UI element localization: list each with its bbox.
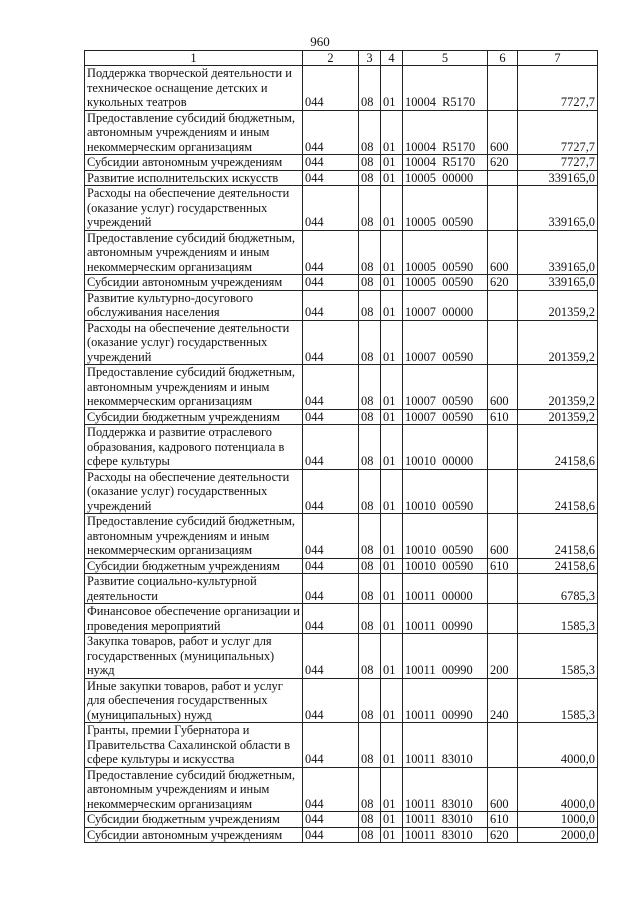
column-header: 7	[518, 51, 598, 66]
ministry-code: 044	[303, 574, 359, 604]
expense-type-code: 620	[488, 827, 518, 843]
section-code: 08	[359, 365, 381, 410]
amount: 24158,6	[518, 469, 598, 514]
table-row	[85, 678, 598, 723]
expense-type-code	[488, 290, 518, 320]
table-row	[85, 170, 598, 186]
expense-type-code	[488, 320, 518, 365]
subsection-code: 01	[381, 155, 403, 171]
target-article-code: 10010 00590	[403, 514, 488, 559]
subsection-code: 01	[381, 365, 403, 410]
column-header: 4	[381, 51, 403, 66]
target-article-code: 10011 00000	[403, 574, 488, 604]
ministry-code: 044	[303, 66, 359, 111]
row-name: Субсидии автономным учреждениям	[85, 275, 303, 291]
column-header: 1	[85, 51, 303, 66]
target-article-code: 10011 00990	[403, 634, 488, 679]
table-row	[85, 365, 598, 410]
ministry-code: 044	[303, 827, 359, 843]
ministry-code: 044	[303, 409, 359, 425]
section-code: 08	[359, 574, 381, 604]
expense-type-code: 600	[488, 110, 518, 155]
page-number: 960	[310, 34, 330, 49]
target-article-code: 10007 00590	[403, 409, 488, 425]
subsection-code: 01	[381, 320, 403, 365]
amount: 24158,6	[518, 425, 598, 470]
expense-type-code	[488, 66, 518, 111]
ministry-code: 044	[303, 634, 359, 679]
ministry-code: 044	[303, 275, 359, 291]
ministry-code: 044	[303, 425, 359, 470]
ministry-code: 044	[303, 186, 359, 231]
subsection-code: 01	[381, 604, 403, 634]
ministry-code: 044	[303, 469, 359, 514]
row-name: Финансовое обеспечение организации и проведения мероприятий	[85, 604, 303, 634]
target-article-code: 10007 00590	[403, 320, 488, 365]
amount: 339165,0	[518, 230, 598, 275]
subsection-code: 01	[381, 409, 403, 425]
expense-type-code	[488, 723, 518, 768]
section-code: 08	[359, 290, 381, 320]
target-article-code: 10010 00590	[403, 558, 488, 574]
subsection-code: 01	[381, 723, 403, 768]
column-header: 6	[488, 51, 518, 66]
amount: 24158,6	[518, 558, 598, 574]
row-name: Поддержка и развитие отраслевого образования, кадрового потенциала в сфере культуры	[85, 425, 303, 470]
subsection-code: 01	[381, 186, 403, 231]
expense-type-code: 600	[488, 230, 518, 275]
subsection-code: 01	[381, 574, 403, 604]
subsection-code: 01	[381, 469, 403, 514]
section-code: 08	[359, 678, 381, 723]
table-row	[85, 723, 598, 768]
subsection-code: 01	[381, 290, 403, 320]
column-header: 5	[403, 51, 488, 66]
section-code: 08	[359, 110, 381, 155]
expense-type-code	[488, 170, 518, 186]
amount: 339165,0	[518, 186, 598, 231]
table-row	[85, 469, 598, 514]
section-code: 08	[359, 320, 381, 365]
row-name: Предоставление субсидий бюджетным, автономным учреждениям и иным некоммерческим организациям	[85, 365, 303, 410]
expense-type-code: 610	[488, 812, 518, 828]
target-article-code: 10004 R5170	[403, 155, 488, 171]
target-article-code: 10011 00990	[403, 604, 488, 634]
section-code: 08	[359, 186, 381, 231]
amount: 201359,2	[518, 290, 598, 320]
table-row	[85, 812, 598, 828]
target-article-code: 10004 R5170	[403, 66, 488, 111]
amount: 339165,0	[518, 275, 598, 291]
row-name: Развитие культурно-досугового обслуживания населения	[85, 290, 303, 320]
target-article-code: 10005 00590	[403, 275, 488, 291]
expense-type-code	[488, 186, 518, 231]
expense-type-code	[488, 604, 518, 634]
subsection-code: 01	[381, 767, 403, 812]
table-row	[85, 230, 598, 275]
expense-type-code: 620	[488, 275, 518, 291]
section-code: 08	[359, 723, 381, 768]
table-row	[85, 320, 598, 365]
row-name: Развитие социально-культурной деятельности	[85, 574, 303, 604]
ministry-code: 044	[303, 230, 359, 275]
budget-table	[84, 50, 598, 843]
amount: 7727,7	[518, 66, 598, 111]
subsection-code: 01	[381, 170, 403, 186]
row-name: Предоставление субсидий бюджетным, автономным учреждениям и иным некоммерческим организациям	[85, 767, 303, 812]
ministry-code: 044	[303, 110, 359, 155]
section-code: 08	[359, 155, 381, 171]
amount: 1000,0	[518, 812, 598, 828]
target-article-code: 10007 00000	[403, 290, 488, 320]
subsection-code: 01	[381, 110, 403, 155]
target-article-code: 10011 00990	[403, 678, 488, 723]
section-code: 08	[359, 275, 381, 291]
section-code: 08	[359, 558, 381, 574]
column-header: 3	[359, 51, 381, 66]
section-code: 08	[359, 827, 381, 843]
expense-type-code: 600	[488, 365, 518, 410]
section-code: 08	[359, 604, 381, 634]
table-row	[85, 66, 598, 111]
row-name: Субсидии автономным учреждениям	[85, 155, 303, 171]
subsection-code: 01	[381, 634, 403, 679]
section-code: 08	[359, 767, 381, 812]
subsection-code: 01	[381, 678, 403, 723]
expense-type-code	[488, 574, 518, 604]
table-row	[85, 767, 598, 812]
row-name: Субсидии бюджетным учреждениям	[85, 812, 303, 828]
section-code: 08	[359, 230, 381, 275]
section-code: 08	[359, 812, 381, 828]
row-name: Развитие исполнительских искусств	[85, 170, 303, 186]
amount: 4000,0	[518, 767, 598, 812]
subsection-code: 01	[381, 275, 403, 291]
row-name: Поддержка творческой деятельности и техническое оснащение детских и кукольных театров	[85, 66, 303, 111]
amount: 6785,3	[518, 574, 598, 604]
ministry-code: 044	[303, 170, 359, 186]
ministry-code: 044	[303, 365, 359, 410]
row-name: Расходы на обеспечение деятельности (оказание услуг) государственных учреждений	[85, 469, 303, 514]
amount: 2000,0	[518, 827, 598, 843]
table-row	[85, 425, 598, 470]
row-name: Иные закупки товаров, работ и услуг для обеспечения государственных (муниципальных) нужд	[85, 678, 303, 723]
subsection-code: 01	[381, 425, 403, 470]
ministry-code: 044	[303, 812, 359, 828]
amount: 1585,3	[518, 634, 598, 679]
subsection-code: 01	[381, 812, 403, 828]
expense-type-code: 610	[488, 558, 518, 574]
amount: 201359,2	[518, 320, 598, 365]
ministry-code: 044	[303, 723, 359, 768]
amount: 7727,7	[518, 155, 598, 171]
section-code: 08	[359, 425, 381, 470]
amount: 4000,0	[518, 723, 598, 768]
target-article-code: 10010 00590	[403, 469, 488, 514]
expense-type-code: 610	[488, 409, 518, 425]
expense-type-code: 620	[488, 155, 518, 171]
expense-type-code: 600	[488, 767, 518, 812]
amount: 201359,2	[518, 365, 598, 410]
table-row	[85, 558, 598, 574]
amount: 201359,2	[518, 409, 598, 425]
section-code: 08	[359, 409, 381, 425]
table-row	[85, 409, 598, 425]
ministry-code: 044	[303, 290, 359, 320]
expense-type-code: 240	[488, 678, 518, 723]
amount: 339165,0	[518, 170, 598, 186]
table-row	[85, 275, 598, 291]
row-name: Расходы на обеспечение деятельности (оказание услуг) государственных учреждений	[85, 320, 303, 365]
table-header	[85, 51, 598, 66]
row-name: Субсидии автономным учреждениям	[85, 827, 303, 843]
section-code: 08	[359, 514, 381, 559]
section-code: 08	[359, 634, 381, 679]
subsection-code: 01	[381, 230, 403, 275]
row-name: Предоставление субсидий бюджетным, автономным учреждениям и иным некоммерческим организациям	[85, 514, 303, 559]
table-row	[85, 186, 598, 231]
ministry-code: 044	[303, 320, 359, 365]
ministry-code: 044	[303, 678, 359, 723]
row-name: Субсидии бюджетным учреждениям	[85, 409, 303, 425]
target-article-code: 10011 83010	[403, 767, 488, 812]
ministry-code: 044	[303, 767, 359, 812]
subsection-code: 01	[381, 66, 403, 111]
header-row	[85, 51, 598, 66]
row-name: Предоставление субсидий бюджетным, автономным учреждениям и иным некоммерческим организациям	[85, 110, 303, 155]
amount: 7727,7	[518, 110, 598, 155]
amount: 1585,3	[518, 678, 598, 723]
subsection-code: 01	[381, 827, 403, 843]
ministry-code: 044	[303, 604, 359, 634]
expense-type-code	[488, 425, 518, 470]
row-name: Субсидии бюджетным учреждениям	[85, 558, 303, 574]
amount: 24158,6	[518, 514, 598, 559]
table-row	[85, 604, 598, 634]
target-article-code: 10005 00000	[403, 170, 488, 186]
expense-type-code	[488, 469, 518, 514]
expense-type-code: 200	[488, 634, 518, 679]
target-article-code: 10010 00000	[403, 425, 488, 470]
subsection-code: 01	[381, 558, 403, 574]
amount: 1585,3	[518, 604, 598, 634]
row-name: Закупка товаров, работ и услуг для государственных (муниципальных) нужд	[85, 634, 303, 679]
subsection-code: 01	[381, 514, 403, 559]
target-article-code: 10007 00590	[403, 365, 488, 410]
table-row	[85, 574, 598, 604]
ministry-code: 044	[303, 558, 359, 574]
table-row	[85, 634, 598, 679]
section-code: 08	[359, 170, 381, 186]
target-article-code: 10005 00590	[403, 230, 488, 275]
table-row	[85, 290, 598, 320]
section-code: 08	[359, 469, 381, 514]
target-article-code: 10004 R5170	[403, 110, 488, 155]
table-row	[85, 155, 598, 171]
table-body	[85, 66, 598, 843]
row-name: Гранты, премии Губернатора и Правительства Сахалинской области в сфере культуры и искусства	[85, 723, 303, 768]
table-row	[85, 827, 598, 843]
target-article-code: 10011 83010	[403, 827, 488, 843]
row-name: Расходы на обеспечение деятельности (оказание услуг) государственных учреждений	[85, 186, 303, 231]
target-article-code: 10005 00590	[403, 186, 488, 231]
column-header: 2	[303, 51, 359, 66]
row-name: Предоставление субсидий бюджетным, автономным учреждениям и иным некоммерческим организациям	[85, 230, 303, 275]
target-article-code: 10011 83010	[403, 723, 488, 768]
ministry-code: 044	[303, 514, 359, 559]
table-row	[85, 110, 598, 155]
ministry-code: 044	[303, 155, 359, 171]
target-article-code: 10011 83010	[403, 812, 488, 828]
section-code: 08	[359, 66, 381, 111]
expense-type-code: 600	[488, 514, 518, 559]
table-row	[85, 514, 598, 559]
